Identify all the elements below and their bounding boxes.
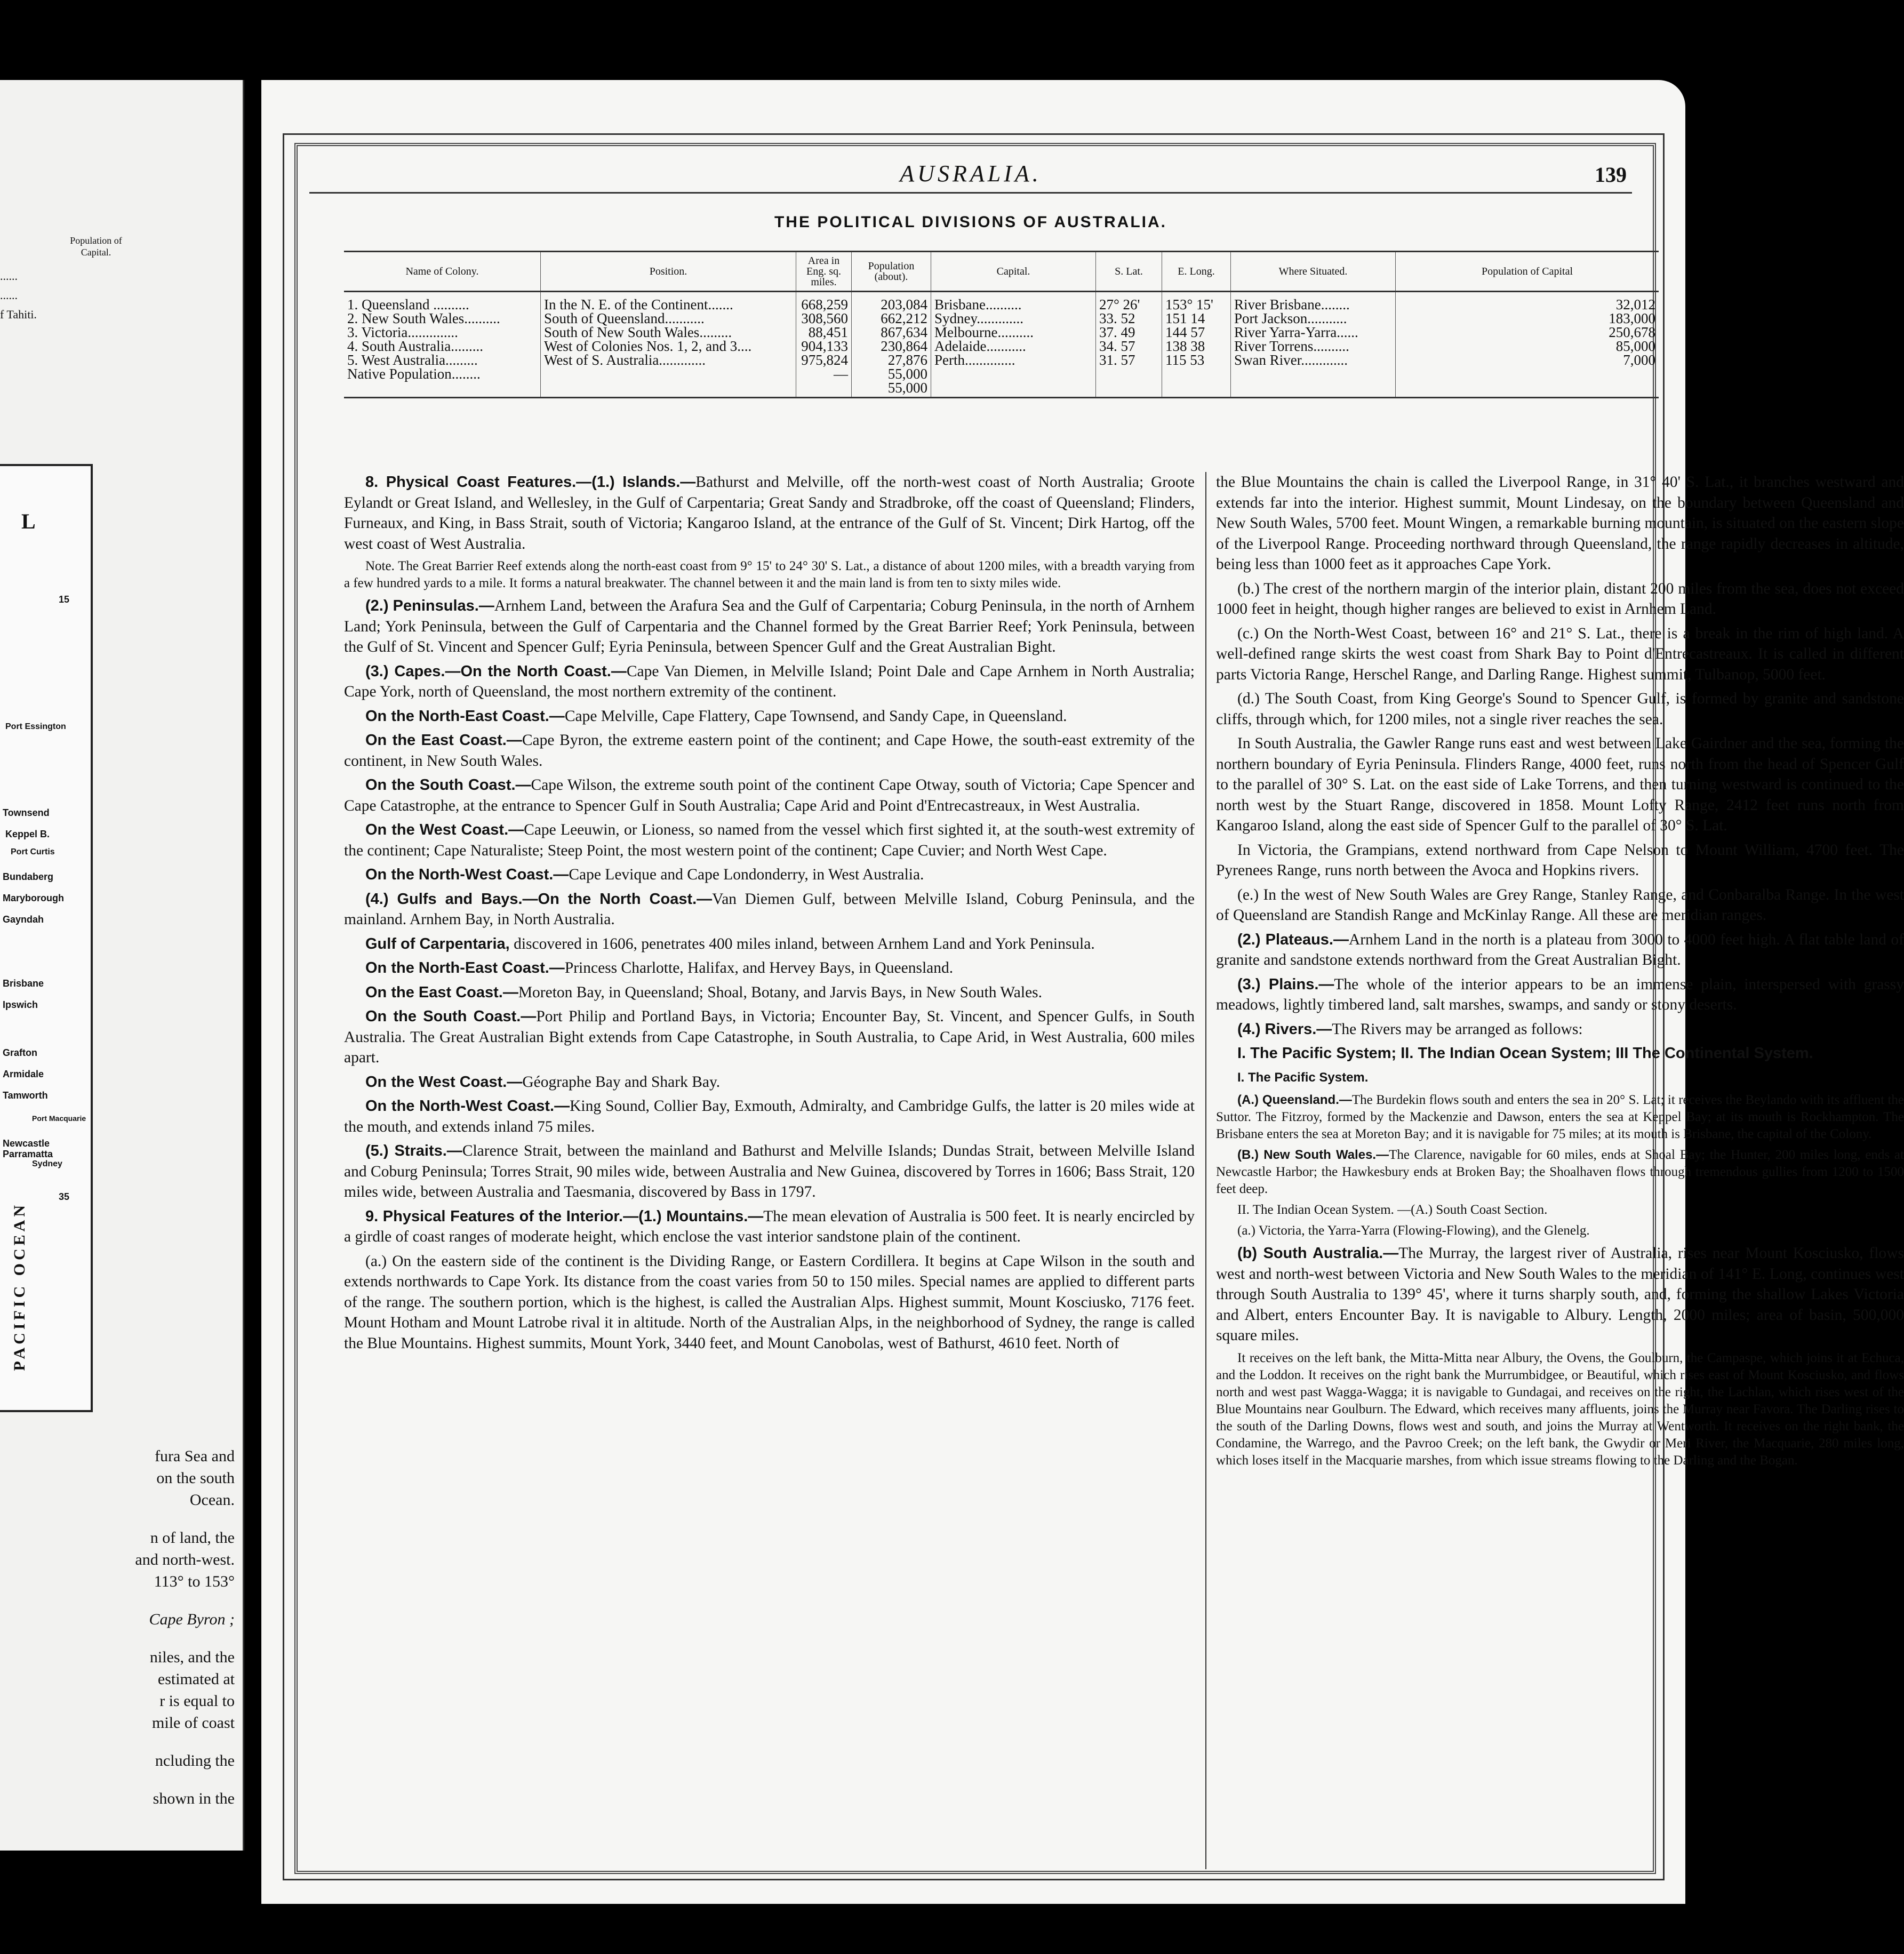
paragraph: Gulf of Carpentaria, discovered in 1606, penetrates 400 miles inland, between Arnhem Land and York Peninsula. <box>365 935 1095 952</box>
left-page-fragment <box>0 80 244 1851</box>
column-divider <box>1205 472 1206 1869</box>
column-header: Population (about). <box>852 252 931 292</box>
left-table-header: Population of Capital. <box>70 235 122 258</box>
left-table-row: ...... <box>0 269 18 283</box>
map-label: L <box>21 509 36 533</box>
left-text-line: shown in the <box>153 1790 235 1807</box>
left-table-row: f Tahiti. <box>0 308 37 321</box>
paragraph: It receives on the left bank, the Mitta-Mitta near Albury, the Ovens, the Goulburn, the Campaspe, which joins it at Echuca, and the Loddon. It receives on the right bank the Murrumbidgee, or Beautiful, which rises east of Mount Kosciusko, and flows north and west past Wagga-Wagga; it is navigable to Gundagai, and receives on the right, the Lachlan, which rises west of the Blue Mountains near Goulburn. The Edward, which receives many affluents, joins the Murray near Favora. The Darling rises to the south of the Darling Downs, flows west and south, and joins the Murray at Wentworth. It receives on the right bank, the Condamine, the Warrego, and the Pavroo Creek; on the left bank, the Gwydir or Meri River, the Macquarie, 280 miles long, which loses itself in the Macquarie marshes, from which issue streams flowing to the Darling and the Bogan. <box>1216 1350 1904 1468</box>
map-label: Maryborough <box>3 893 64 903</box>
cell-colony-names: 1. Queensland .......... 2. New South Wales.......... 3. Victoria.............. 4. South Australia......... 5. West Australia......... Native Population........ <box>344 292 541 398</box>
section-heading: II. The Indian Ocean System. —(A.) South Coast Section. <box>1237 1203 1548 1217</box>
paragraph: (B.) New South Wales.—The Clarence, navigable for 60 miles, ends at Shoal Bay; the Hunter, 200 miles long, ends at Newcastle Harbor; the Hawkesbury ends at Broken Bay; the Shoalhaven flows through tremendous gullies from 1200 to 1500 feet deep. <box>1216 1148 1904 1196</box>
map-label: Armidale <box>3 1069 44 1079</box>
paragraph: On the South Coast.—Port Philip and Portland Bays, in Victoria; Encounter Bay, St. Vincent, and Spencer Gulfs, in South Australia. The Great Australian Bight extends from Cape Catastrophe, in South Australia, to Cape Arid, in West Australia, 600 miles apart. <box>344 1008 1195 1066</box>
left-text-line: Cape Byron ; <box>149 1611 235 1628</box>
paragraph: the Blue Mountains the chain is called the Liverpool Range, in 31° 40' S. Lat., it branches westward and extends far into the interior. Highest summit, Mount Lindesay, on the boundary between Queensland and New South Wales, 5700 feet. Mount Wingen, a remarkable burning mountain, is situated on the eastern slope of the Liverpool Range. Proceeding northward through Queensland, the range rapidly decreases in altitude, being less than 1000 feet as it approaches Cape York. <box>1216 474 1904 573</box>
paragraph: (b) South Australia.—The Murray, the largest river of Australia, rises near Mount Kosciusko, flows west and north-west between Victoria and New South Wales to the meridian of 141° E. Long, continues west through South Australia to 139° 45', where it turns sharply south, and, forming the shallow Lakes Victoria and Albert, enters Encounter Bay. It is navigable to Albury. Length, 2000 miles; area of basin, 500,000 square miles. <box>1216 1245 1904 1344</box>
paragraph: On the East Coast.—Cape Byron, the extreme eastern point of the continent; and Cape Howe, the south-east extremity of the continent, in New South Wales. <box>344 732 1195 770</box>
political-divisions-table <box>344 251 1659 398</box>
map-label: Newcastle <box>3 1138 50 1149</box>
map-label: Grafton <box>3 1047 37 1058</box>
paragraph: (3.) Plains.—The whole of the interior appears to be an immense plain, interspersed with grassy meadows, lightly timbered land, salt marshes, swamps, and sandy or stony deserts. <box>1216 975 1904 1013</box>
left-page-text <box>0 1445 235 1809</box>
left-text-line: fura Sea and <box>155 1447 235 1465</box>
map-label: Bundaberg <box>3 871 54 882</box>
column-header: Name of Colony. <box>344 252 541 292</box>
map-label: Port Curtis <box>11 847 55 856</box>
map-label: Tamworth <box>3 1090 48 1101</box>
paragraph: On the North-East Coast.—Princess Charlotte, Halifax, and Hervey Bays, in Queensland. <box>365 959 954 976</box>
table-header-row <box>344 252 1659 292</box>
page-number: 139 <box>1595 163 1627 187</box>
map-label: Townsend <box>3 807 50 818</box>
left-text-line: n of land, the <box>150 1529 235 1547</box>
note: Note. The Great Barrier Reef extends along the north-east coast from 9° 15' to 24° 30' S. Lat., a distance of about 1200 miles, with a breadth varying from a few hundred yards to a mile. It forms a natural breakwater. The channel between it and the main land is from ten to sixty miles wide. <box>344 559 1195 590</box>
paragraph: On the North-West Coast.—Cape Levique and Cape Londonderry, in West Australia. <box>365 866 924 883</box>
column-header: Where Situated. <box>1231 252 1396 292</box>
paragraph: (e.) In the west of New South Wales are Grey Range, Stanley Range, and Conbaralba Range. In the west of Queensland are Standish Range and McKinlay Range. All these are meridian ranges. <box>1216 886 1904 924</box>
paragraph: (4.) Rivers.—The Rivers may be arranged as follows: <box>1237 1020 1583 1038</box>
paragraph: In Victoria, the Grampians, extend northward from Cape Nelson to Mount William, 4700 feet. The Pyrenees Range, runs north between the Avoca and Hopkins rivers. <box>1216 841 1904 879</box>
cell-latitudes: 27° 26' 33. 52 37. 49 34. 57 31. 57 <box>1096 292 1162 398</box>
cell-capital-populations: 32,012 183,000 250,678 85,000 7,000 <box>1396 292 1659 398</box>
column-header: Position. <box>541 252 796 292</box>
map-label: 35 <box>59 1191 70 1202</box>
paragraph: On the West Coast.—Cape Leeuwin, or Lioness, so named from the vessel which first sighted it, at the south-west extremity of the continent; Cape Naturaliste; Steep Point, the most western point of the continent; Cape Cuvier; and North West Cape. <box>344 821 1195 859</box>
paragraph: (5.) Straits.—Clarence Strait, between the mainland and Bathurst and Melville Islands; Dundas Strait, between Melville Island and Coburg Peninsula; Torres Strait, 90 miles wide, between Australia and New Guinea, discovered by Torres in 1606; Bass Strait, 120 miles wide, between Australia and Taesmania, discovered by Bass in 1797. <box>344 1142 1195 1200</box>
column-header: Capital. <box>931 252 1096 292</box>
section-heading: I. The Pacific System; II. The Indian Ocean System; III The Continental System. <box>1237 1045 1813 1062</box>
paragraph: (2.) Plateaus.—Arnhem Land in the north is a plateau from 3000 to 4000 feet high. A flat table land of granite and sandstone extends northward from the Great Australian Bight. <box>1216 931 1904 968</box>
page-139 <box>261 80 1904 1904</box>
paragraph: (2.) Peninsulas.—Arnhem Land, between the Arafura Sea and the Gulf of Carpentaria; Coburg Peninsula, in the north of Arnhem Land; York Peninsula, between the Gulf of Carpentaria and the Channel formed by the Great Barrier Reef; York Peninsula, between the Gulf of St. Vincent and Spencer Gulf; Eyria Peninsula, between Spencer Gulf and the Great Australian Bight. <box>344 597 1195 655</box>
running-header <box>309 160 1632 194</box>
left-text-line: ncluding the <box>155 1752 235 1769</box>
map-label: Port Essington <box>5 722 66 731</box>
left-table-row: ...... <box>0 289 18 302</box>
map-label: Ipswich <box>3 999 38 1010</box>
map-label: 15 <box>59 594 70 605</box>
left-text-line: on the south <box>156 1469 235 1487</box>
map-label: Brisbane <box>3 978 44 989</box>
paragraph: 9. Physical Features of the Interior.—(1.) Mountains.—The mean elevation of Australia is 500 feet. It is nearly encircled by a girdle of coast ranges of moderate height, which enclose the vast interior sandstone plain of the continent. <box>344 1207 1195 1245</box>
paragraph: In South Australia, the Gawler Range runs east and west between Lake Gairdner and the sea, forming the northern boundary of Eyria Peninsula. Flinders Range, 4000 feet, runs north from the head of Spencer Gulf to the parallel of 30° S. Lat. on the east side of Lake Torrens, and then turning westward is continued to the north west by the Stuart Range, discovered in 1858. Mount Lofty Range, 2412 feet runs north from Kangaroo Island, along the east side of Spencer Gulf to the parallel of 30° S. Lat. <box>1216 735 1904 834</box>
paragraph: (a.) Victoria, the Yarra-Yarra (Flowing-Flowing), and the Glenelg. <box>1237 1223 1590 1238</box>
left-text-line: estimated at <box>157 1670 235 1688</box>
cell-populations: 203,084 662,212 867,634 230,864 27,876 55,000 55,000 <box>852 292 931 398</box>
paragraph: (3.) Capes.—On the North Coast.—Cape Van Diemen, in Melville Island; Point Dale and Cape Arnhem in North Australia; Cape York, north of Queensland, the most northern extremity of the continent. <box>344 662 1195 700</box>
paragraph: 8. Physical Coast Features.—(1.) Islands.—Bathurst and Melville, off the north-west coast of North Australia; Groote Eylandt or Great Island, and Wellesley, in the Gulf of Carpentaria; Great Sandy and Stradbroke, off the coast of Queensland; Flinders, Furneaux, and King, in Bass Strait, south of Victoria; Kangaroo Island, at the entrance of the Gulf of St. Vincent; Dirk Hartog, off the west coast of West Australia. <box>344 474 1195 552</box>
paragraph: (a.) On the eastern side of the continent is the Dividing Range, or Eastern Cordillera. It begins at Cape Wilson in the south and extends northwards to Cape York. Its distance from the coast varies from 50 to 150 miles. Special names are applied to different parts of the range. The southern portion, which is the highest, is called the Australian Alps. Highest summit, Mount Kosciusko, 7176 feet. Mount Hotham and Mount Latrobe rival it in altitude. North of the Australian Alps, in the neighborhood of Sydney, the range is called the Blue Mountains. Highest summits, Mount York, 3440 feet, and Mount Canobolas, west of Bathurst, 4610 feet. North of <box>344 1252 1195 1352</box>
paragraph: (c.) On the North-West Coast, between 16° and 21° S. Lat., there is a break in the rim of high land. A well-defined range skirts the west coast from Shark Bay to Point d'Entrecastreaux. It is called in different parts Victoria Range, Herschel Range, and Darling Range. Highest summit, Tulbanop, 5000 feet. <box>1216 624 1904 683</box>
column-header: Population of Capital <box>1396 252 1659 292</box>
map-label: Port Macquarie <box>32 1114 86 1123</box>
paragraph: On the East Coast.—Moreton Bay, in Queensland; Shoal, Botany, and Jarvis Bays, in New South Wales. <box>365 983 1043 1001</box>
map-fragment <box>0 464 93 1412</box>
map-label: Parramatta <box>3 1149 53 1159</box>
cell-longitudes: 153° 15' 151 14 144 57 138 38 115 53 <box>1162 292 1231 398</box>
left-text-line: r is equal to <box>159 1692 235 1710</box>
column-header: Area in Eng. sq. miles. <box>796 252 852 292</box>
left-text-line: niles, and the <box>149 1648 235 1666</box>
paragraph: On the North-East Coast.—Cape Melville, Cape Flattery, Cape Townsend, and Sandy Cape, in Queensland. <box>365 707 1067 725</box>
cell-areas: 668,259 308,560 88,451 904,133 975,824 — <box>796 292 852 398</box>
column-header: E. Long. <box>1162 252 1231 292</box>
section-heading: I. The Pacific System. <box>1237 1070 1369 1085</box>
paragraph: (A.) Queensland.—The Burdekin flows south and enters the sea in 20° S. Lat; it receives the Beylando with its affluent the Suttor. The Fitzroy, formed by the Mackenzie and Dawson, enters the sea at Keppel Bay; at its mouth is Rockhampton. The Brisbane enters the sea at Moreton Bay; and it is navigable for 75 miles; at its mouth is Brisbane, the capital of the Colony. <box>1216 1093 1904 1141</box>
map-label: Gayndah <box>3 914 44 925</box>
table-row <box>344 292 1659 398</box>
column-header: S. Lat. <box>1096 252 1162 292</box>
right-column <box>1216 472 1904 1473</box>
paragraph: (4.) Gulfs and Bays.—On the North Coast.—Van Diemen Gulf, between Melville Island, Coburg Peninsula, and the mainland. Arnhem Bay, in North Australia. <box>344 890 1195 928</box>
left-text-line: 113° to 153° <box>154 1573 235 1590</box>
cell-capitals: Brisbane.......... Sydney............. Melbourne.......... Adelaide........... Perth.............. <box>931 292 1096 398</box>
left-text-line: mile of coast <box>152 1714 235 1732</box>
left-text-line: and north-west. <box>135 1551 235 1568</box>
cell-positions: In the N. E. of the Continent....... South of Queensland........... South of New South Wales......... West of Colonies Nos. 1, 2, and 3.... West of S. Australia............. <box>541 292 796 398</box>
paragraph: (d.) The South Coast, from King George's Sound to Spencer Gulf, is formed by granite and sandstone cliffs, through which, for 1200 miles, not a single river reaches the sea. <box>1216 690 1904 728</box>
left-column <box>344 472 1195 1357</box>
map-label: Sydney <box>32 1159 62 1168</box>
paragraph: (b.) The crest of the northern margin of the interior plain, distant 200 miles from the sea, does not exceed 1000 feet in height, though higher ranges are believed to exist in Arnhem Land. <box>1216 580 1904 618</box>
paragraph: On the North-West Coast.—King Sound, Collier Bay, Exmouth, Admiralty, and Cambridge Gulfs, the latter is 20 miles wide at the mouth, and extends inland 75 miles. <box>344 1098 1195 1135</box>
map-ocean-label: PACIFIC OCEAN <box>11 1202 28 1371</box>
table-title: THE POLITICAL DIVISIONS OF AUSTRALIA. <box>774 213 1167 231</box>
cell-where-situated: River Brisbane........ Port Jackson........... River Yarra-Yarra...... River Torrens.......... Swan River............. <box>1231 292 1396 398</box>
left-text-line: Ocean. <box>189 1491 235 1509</box>
running-title: AUSRALIA. <box>900 161 1042 187</box>
paragraph: On the West Coast.—Géographe Bay and Shark Bay. <box>365 1073 721 1091</box>
map-label: Keppel B. <box>5 829 50 839</box>
paragraph: On the South Coast.—Cape Wilson, the extreme south point of the continent Cape Otway, south of Victoria; Cape Spencer and Cape Catastrophe, at the entrance to Spencer Gulf in South Australia; Cape Arid and Point d'Entrecastreaux, in West Australia. <box>344 776 1195 814</box>
